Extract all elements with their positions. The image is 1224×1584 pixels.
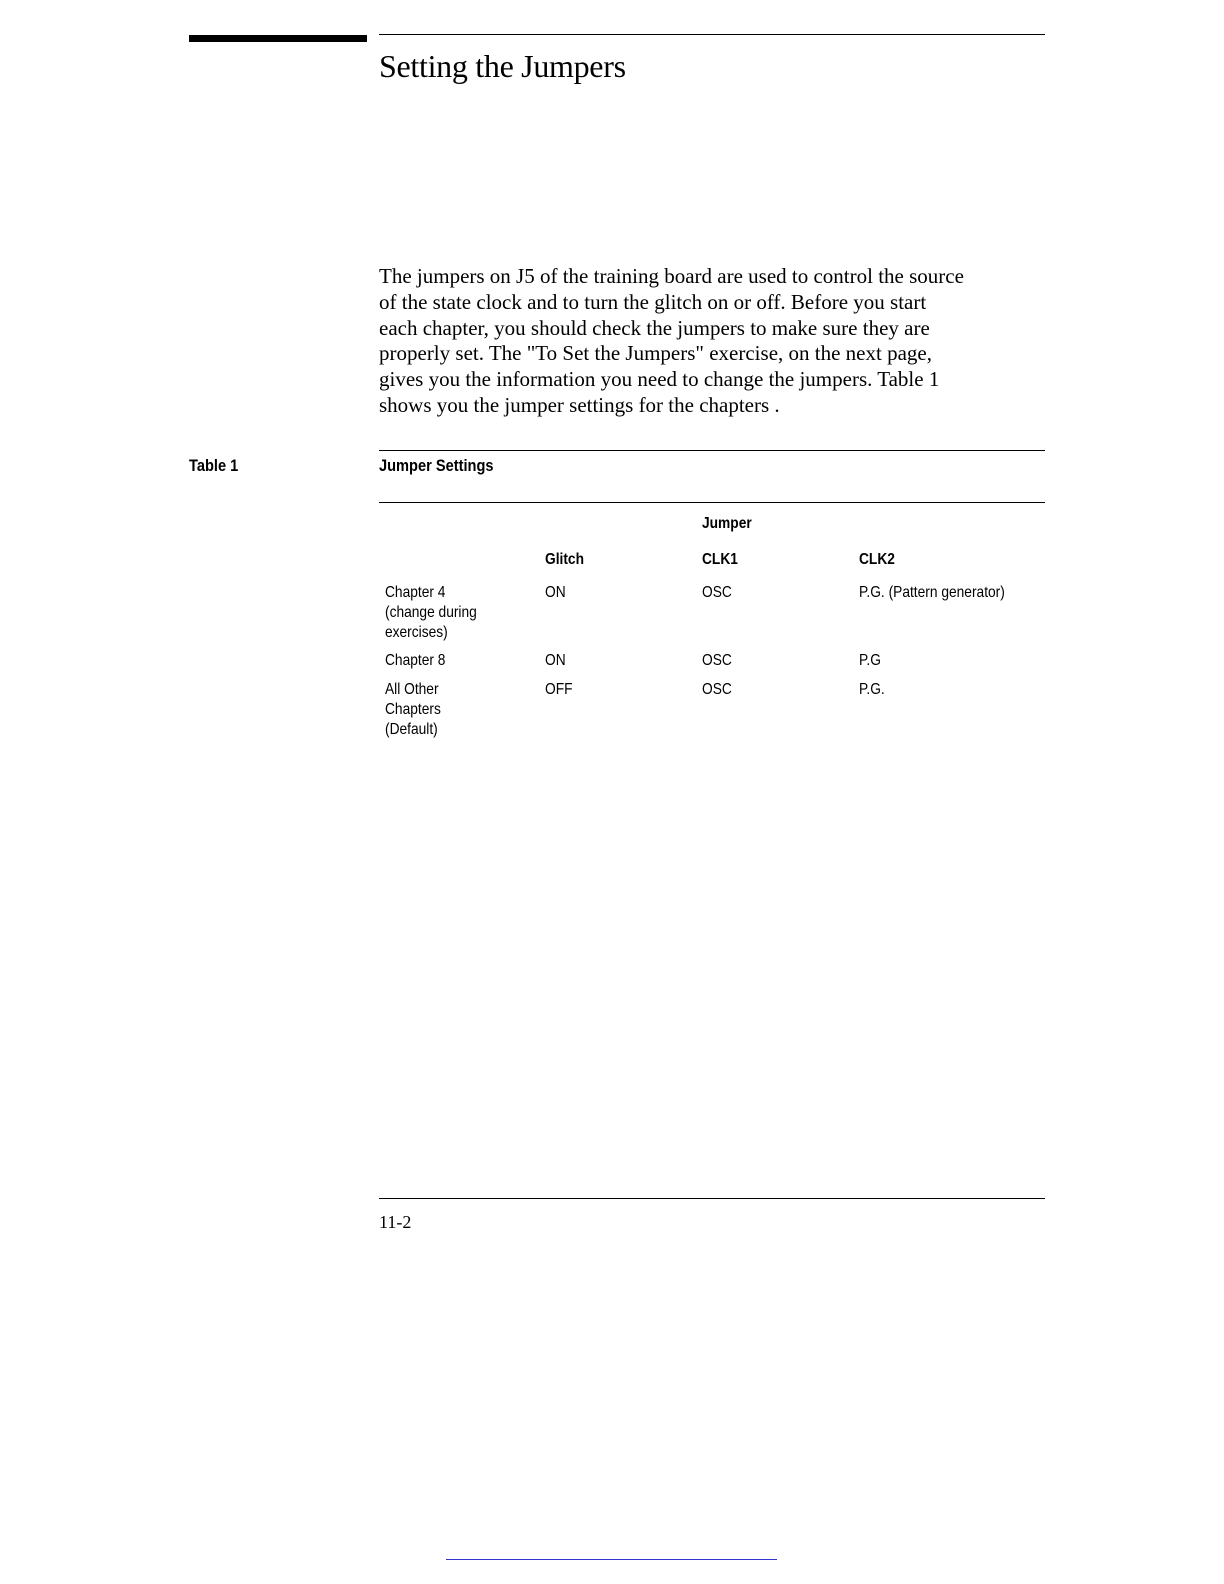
table-cell-clk2: P.G. xyxy=(859,681,885,698)
paragraph-line: gives you the information you need to change the jumpers. Table 1 xyxy=(379,367,940,392)
cell-line: Chapter 8 xyxy=(385,652,446,669)
page-number: 11-2 xyxy=(379,1212,412,1232)
cell-line: (change during xyxy=(385,604,477,621)
chapter-heading-bar xyxy=(189,35,367,42)
table-cell-clk2: P.G xyxy=(859,652,881,669)
table-cell-glitch: ON xyxy=(545,652,566,669)
cell-line: Chapters xyxy=(385,701,441,718)
footer-rule xyxy=(379,1198,1045,1199)
table-cell-clk1: OSC xyxy=(702,652,732,669)
table-row-chapter-cell xyxy=(385,651,445,671)
column-header-clk1: CLK1 xyxy=(702,551,738,568)
intro-paragraph xyxy=(379,264,1049,419)
table-caption-rule xyxy=(379,502,1045,503)
cell-line: exercises) xyxy=(385,624,448,641)
page-title: Setting the Jumpers xyxy=(379,48,626,84)
table-cell-glitch: ON xyxy=(545,584,566,601)
paragraph-line: properly set. The "To Set the Jumpers" exercise, on the next page, xyxy=(379,341,932,366)
table-row-chapter-cell xyxy=(385,583,477,643)
table-cell-clk2: P.G. (Pattern generator) xyxy=(859,584,1005,601)
table-group-header: Jumper xyxy=(702,515,752,532)
column-header-clk2: CLK2 xyxy=(859,551,895,568)
link-underline xyxy=(446,1559,777,1560)
paragraph-line: of the state clock and to turn the glitch on or off. Before you start xyxy=(379,289,927,314)
table-caption: Jumper Settings xyxy=(379,456,494,475)
cell-line: All Other xyxy=(385,681,439,698)
table-top-rule xyxy=(379,450,1045,451)
title-rule xyxy=(379,34,1045,35)
column-header-glitch: Glitch xyxy=(545,551,584,568)
paragraph-line: The jumpers on J5 of the training board are used to control the source xyxy=(379,264,964,288)
cell-line: (Default) xyxy=(385,721,438,738)
cell-line: Chapter 4 xyxy=(385,584,446,601)
table-cell-clk1: OSC xyxy=(702,584,732,601)
paragraph-line: each chapter, you should check the jumpers to make sure they are xyxy=(379,315,930,340)
table-row-chapter-cell xyxy=(385,680,441,740)
table-number-label: Table 1 xyxy=(189,456,239,475)
table-cell-clk1: OSC xyxy=(702,681,732,698)
paragraph-line: shows you the jumper settings for the chapters . xyxy=(379,392,780,417)
table-cell-glitch: OFF xyxy=(545,681,573,698)
